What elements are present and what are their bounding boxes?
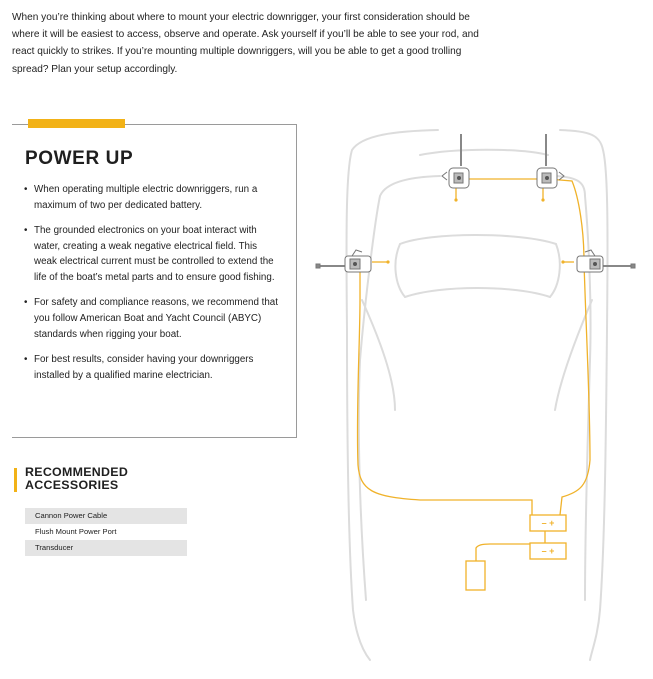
wire-endpoints	[386, 198, 564, 263]
battery-1	[530, 515, 566, 531]
bullet-text: When operating multiple electric downriggers, run a maximum of two per dedicated battery.	[34, 184, 258, 211]
bullet-text: For best results, consider having your downriggers installed by a qualified marine electrician.	[34, 353, 254, 381]
cockpit-left	[395, 244, 405, 297]
downrigger-right[interactable]	[577, 250, 635, 272]
cockpit-bottom	[405, 288, 550, 297]
battery-1-terminals: – +	[541, 518, 555, 528]
bullet-dot: •	[24, 184, 28, 195]
wire-left-run	[357, 270, 532, 516]
intro-paragraph: When you’re thinking about where to mount your electric downrigger, your first consideration should be where it will be easiest to access, observe and operate. Ask yourself if you’ll be able to see your rod, and react quickly to strikes. If you’re mounting multiple downriggers, will you be able to get a good trolling spread? Plan your setup accordingly.	[12, 12, 479, 75]
deck-line-left	[362, 300, 395, 410]
bullet-dot: •	[24, 297, 28, 309]
hull-outer-left	[347, 130, 438, 660]
battery-2	[530, 543, 566, 559]
bullet-text: The grounded electronics on your boat interact with water, creating a weak negative electrical field. This weak electrical current must be controlled to extend the life of the boat’s metal parts and to ensure good fishing.	[34, 224, 275, 284]
wire-end-right	[561, 260, 564, 263]
cockpit-right	[550, 244, 560, 297]
hull-outer-right	[560, 130, 608, 660]
hull-inner-left	[359, 176, 440, 600]
wire-end-left	[386, 260, 389, 263]
accessories-heading-line1: RECOMMENDED	[25, 465, 129, 479]
transducer-power-port	[466, 561, 485, 590]
wire-end-top-right	[541, 198, 544, 201]
downrigger-top-left[interactable]	[442, 134, 469, 188]
power-up-title: POWER UP	[25, 148, 134, 169]
cockpit-top	[400, 235, 556, 244]
power-wiring	[357, 179, 590, 562]
wire-right-run	[548, 179, 590, 515]
wire-transducer-link	[476, 544, 532, 562]
accessory-item-cannon-power-cable[interactable]: Cannon Power Cable	[25, 508, 187, 524]
accessory-item-transducer[interactable]: Transducer	[25, 540, 187, 556]
accessories-heading-line2: ACCESSORIES	[25, 478, 119, 492]
bullet-dot: •	[24, 224, 28, 236]
battery-2-terminals: – +	[541, 546, 555, 556]
downrigger-left[interactable]	[316, 250, 371, 272]
bow-rail	[420, 150, 548, 155]
accessory-item-flush-mount-power-port[interactable]: Flush Mount Power Port	[35, 527, 117, 536]
wire-end-top-left	[454, 198, 457, 201]
bullet-dot: •	[24, 353, 28, 365]
bullet-text: For safety and compliance reasons, we recommend that you follow American Boat and Yacht Council (ABYC) standards when rigging your boat.	[34, 297, 278, 340]
